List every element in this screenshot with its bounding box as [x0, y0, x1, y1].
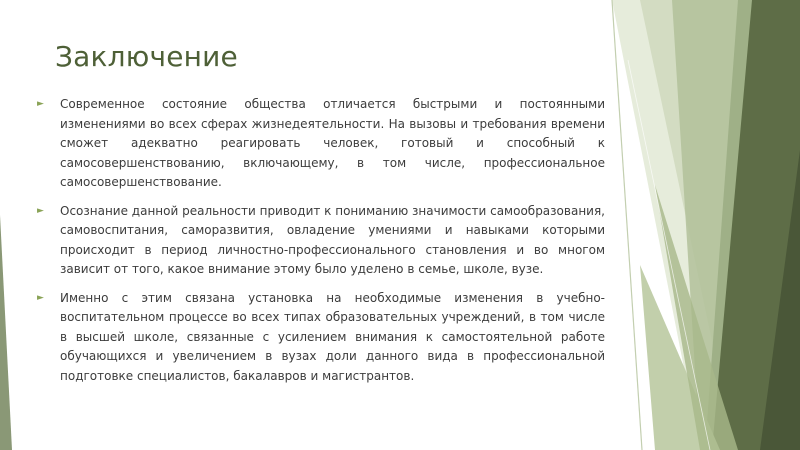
bullet-text: Осознание данной реальности приводит к пониманию значимости самообразования, самовоспитания, саморазвития, овладение умениями и навыками которыми происходит в период личностно-профессионального становления и во многом зависит от того, какое внимание этому было уделено в семье, школе, вузе.: [60, 203, 605, 276]
bullet-text: Именно с этим связана установка на необходимые изменения в учебно-воспитательном процессе во всех типах образовательных учреждений, в том числе в высшей школе, связанные с усилением внимания к самостоятельной работе обучающихся и увеличением в вузах доли данного вида в профессиональной подготовке специалистов, бакалавров и магистрантов.: [60, 290, 605, 383]
bullet-arrow-icon: ►: [37, 292, 44, 303]
bullet-item: [37, 289, 605, 387]
bullet-item: [37, 95, 605, 193]
bullet-arrow-icon: ►: [37, 205, 44, 216]
left-edge-shape: [0, 215, 12, 450]
bullet-list: [37, 95, 605, 395]
bullet-text: Современное состояние общества отличается быстрыми и постоянными изменениями во всех сферах жизнедеятельности. На вызовы и требования времени сможет адекватно реагировать человек, готовый и способный к самосовершенствованию, включающему, в том числе, профессиональное самосовершенствование.: [60, 97, 605, 189]
bullet-item: [37, 202, 605, 280]
bullet-arrow-icon: ►: [37, 99, 44, 109]
slide-title: Заключение: [55, 40, 238, 73]
